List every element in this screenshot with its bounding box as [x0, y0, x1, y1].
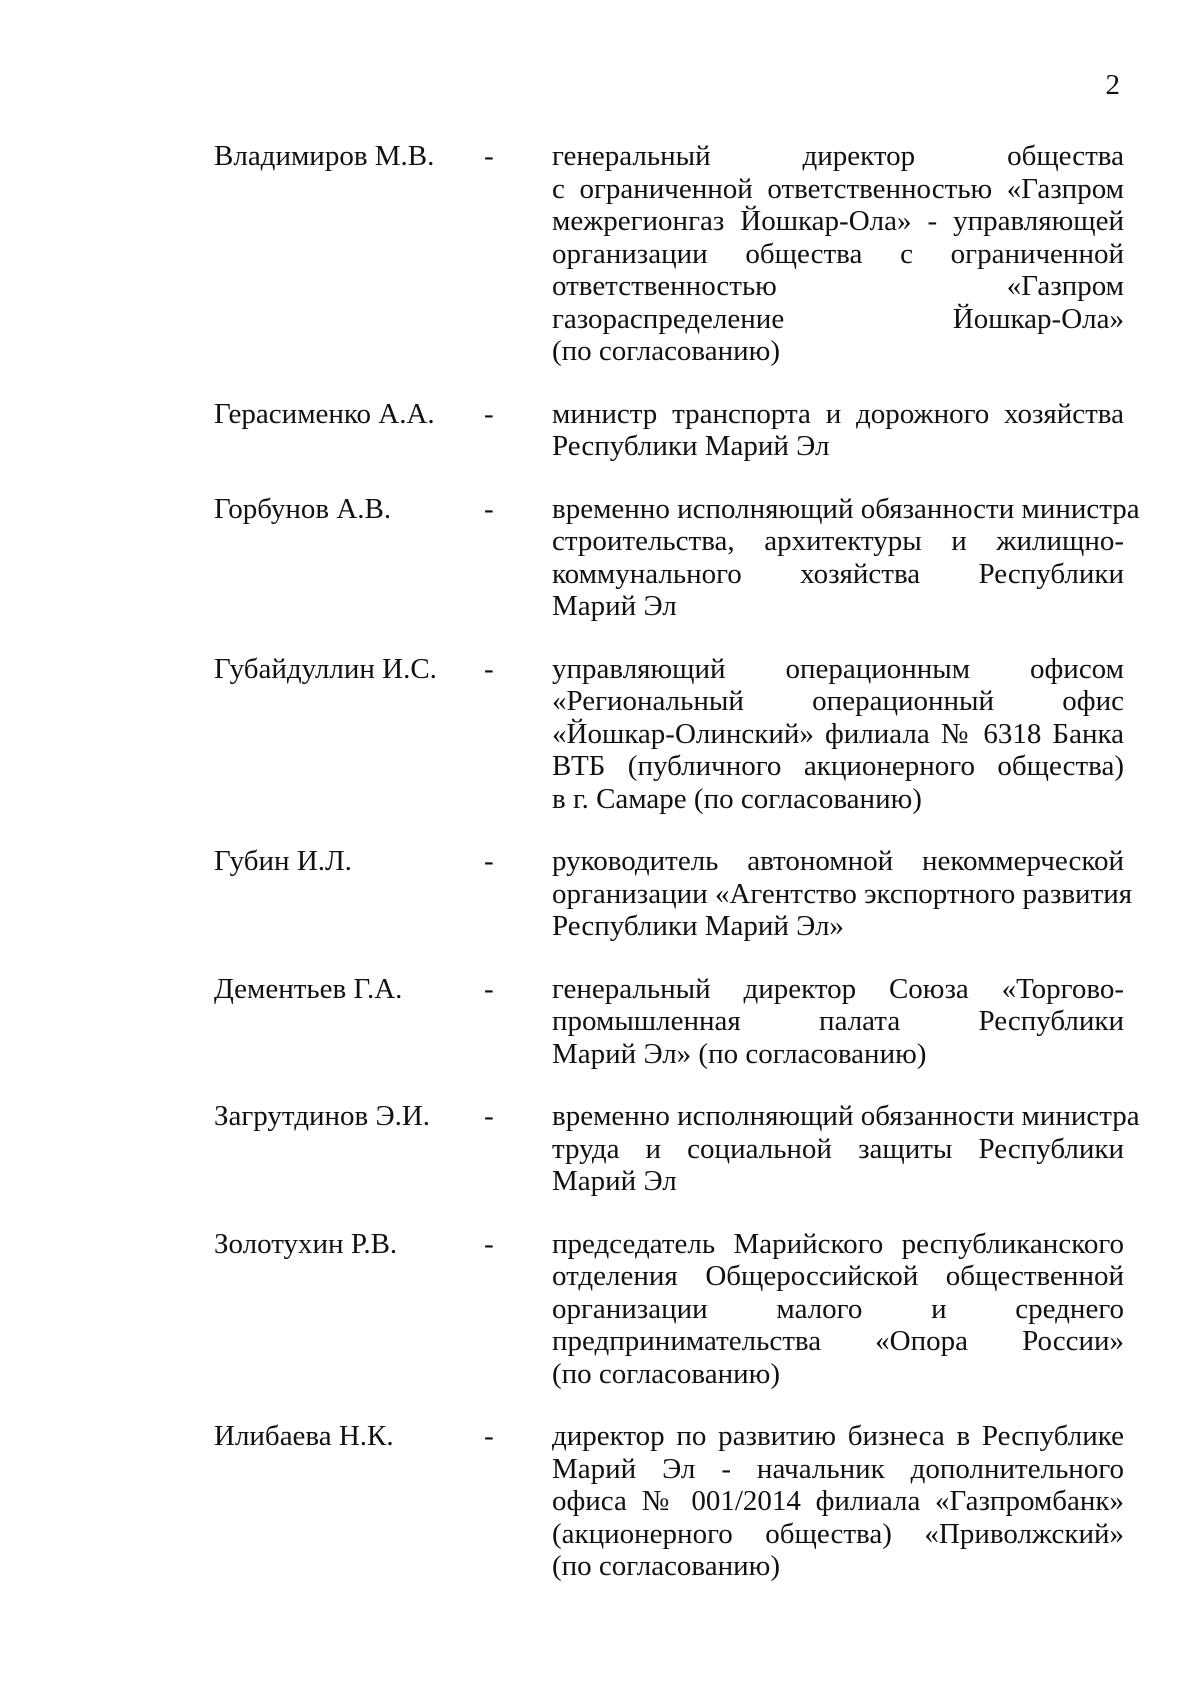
- member-name: Дементьев Г.А.: [214, 972, 403, 1005]
- position-line: отделения Общероссийской общественной: [552, 1260, 1124, 1292]
- member-name: Илибаева Н.К.: [214, 1420, 394, 1452]
- position-line: директор по развитию бизнеса в Республике: [552, 1420, 1124, 1452]
- position-line: (по согласованию): [552, 1357, 780, 1390]
- position-line: (по согласованию): [552, 1550, 780, 1582]
- position-line: ВТБ (публичного акционерного общества): [552, 750, 1124, 782]
- page-number: 2: [1105, 69, 1120, 101]
- position-line: министр транспорта и дорожного хозяйства: [552, 397, 1124, 430]
- entry-dash: -: [484, 1227, 494, 1260]
- entry-dash: -: [484, 652, 494, 685]
- position-line: Марий Эл» (по согласованию): [552, 1037, 927, 1070]
- position-line: организации малого и среднего: [552, 1292, 1124, 1325]
- position-line: (акционерного общества) «Приволжский»: [552, 1517, 1124, 1550]
- member-entry: [0, 1100, 1200, 1198]
- entry-dash: -: [484, 1100, 494, 1132]
- position-line: председатель Марийского республиканского: [552, 1227, 1124, 1260]
- position-line: Марий Эл: [552, 1165, 677, 1197]
- member-name: Золотухин Р.В.: [214, 1227, 398, 1260]
- entry-dash: -: [484, 1420, 494, 1452]
- member-entry: [0, 1420, 1200, 1583]
- position-line: Марий Эл - начальник дополнительного: [552, 1452, 1124, 1485]
- position-line: организации «Агентство экспортного развития: [552, 877, 1133, 910]
- member-entry: [0, 398, 1200, 463]
- member-entry: [0, 845, 1200, 943]
- member-name: Загрутдинов Э.И.: [214, 1100, 431, 1132]
- position-line: предпринимательства «Опора России»: [552, 1325, 1124, 1357]
- position-line: газораспределение Йошкар-Ола»: [552, 302, 1124, 335]
- position-line: Республики Марий Эл»: [552, 910, 844, 942]
- member-entry: [0, 493, 1200, 623]
- member-position: [552, 140, 1124, 368]
- position-line: коммунального хозяйства Республики: [552, 557, 1124, 590]
- member-position: [552, 845, 1133, 943]
- member-name: Губайдуллин И.С.: [214, 652, 437, 685]
- entry-dash: -: [484, 140, 494, 172]
- member-entry: [0, 1228, 1200, 1391]
- member-position: [552, 1100, 1140, 1198]
- position-line: «Региональный операционный офис: [552, 685, 1124, 717]
- member-position: [552, 492, 1140, 623]
- member-position: [552, 1420, 1124, 1583]
- member-position: [552, 398, 1124, 463]
- member-name: Горбунов А.В.: [214, 492, 392, 525]
- position-line: межрегионгаз Йошкар-Ола» - управляющей: [552, 205, 1124, 237]
- member-entry: [0, 140, 1200, 368]
- member-list: [0, 140, 1200, 1583]
- entry-dash: -: [484, 492, 494, 525]
- position-line: генеральный директор общества: [552, 140, 1124, 172]
- position-line: промышленная палата Республики: [552, 1005, 1124, 1037]
- position-line: Республики Марий Эл: [552, 430, 830, 462]
- position-line: «Йошкар-Олинский» филиала № 6318 Банка: [552, 717, 1124, 750]
- position-line: ответственностью «Газпром: [552, 270, 1124, 302]
- position-line: офиса № 001/2014 филиала «Газпромбанк»: [552, 1485, 1124, 1517]
- position-line: Марий Эл: [552, 590, 677, 622]
- member-position: [552, 1228, 1124, 1391]
- position-line: руководитель автономной некоммерческой: [552, 845, 1124, 877]
- member-name: Герасименко А.А.: [214, 397, 435, 430]
- entry-dash: -: [484, 397, 494, 430]
- position-line: организации общества с ограниченной: [552, 237, 1124, 270]
- position-line: управляющий операционным офисом: [552, 652, 1124, 685]
- member-entry: [0, 973, 1200, 1071]
- member-name: Губин И.Л.: [214, 845, 352, 877]
- entry-dash: -: [484, 972, 494, 1005]
- position-line: с ограниченной ответственностью «Газпром: [552, 172, 1124, 205]
- position-line: временно исполняющий обязанности министра: [552, 492, 1140, 525]
- position-line: в г. Самаре (по согласованию): [552, 782, 922, 815]
- member-name: Владимиров М.В.: [214, 140, 435, 172]
- position-line: генеральный директор Союза «Торгово-: [552, 972, 1124, 1005]
- position-line: временно исполняющий обязанности министра: [552, 1100, 1140, 1132]
- position-line: строительства, архитектуры и жилищно-: [552, 525, 1124, 557]
- position-line: труда и социальной защиты Республики: [552, 1132, 1124, 1165]
- member-position: [552, 973, 1124, 1071]
- member-entry: [0, 653, 1200, 816]
- member-position: [552, 653, 1124, 816]
- position-line: (по согласованию): [552, 335, 780, 367]
- entry-dash: -: [484, 845, 494, 877]
